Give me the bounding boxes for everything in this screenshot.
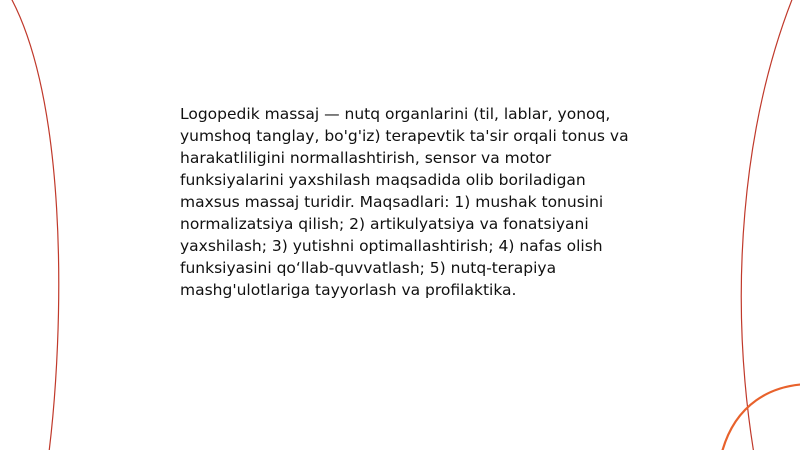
body-paragraph: Logopedik massaj — nutq organlarini (til, lablar, yonoq, yumshoq tanglay, bo'g'iz) terapevtik ta'sir orqali tonus va harakatliligini normallashtirish, sensor va motor funksiyalarini yaxshilash maqsadida olib boriladigan maxsus massaj turidir. Maqsadlari: 1) mushak tonusini normalizatsiya qilish; 2) artikulyatsiya va fonatsiyani yaxshilash; 3) yutishni optimallashtirish; 4) nafas olish funksiyasini qo‘llab-quvvatlash; 5) nutq-terapiya mashg'ulotlariga tayyorlash va profilaktika. — [180, 105, 629, 299]
accent-arc — [722, 384, 800, 450]
left-curve-line — [0, 0, 59, 450]
right-curve-line — [741, 0, 800, 450]
